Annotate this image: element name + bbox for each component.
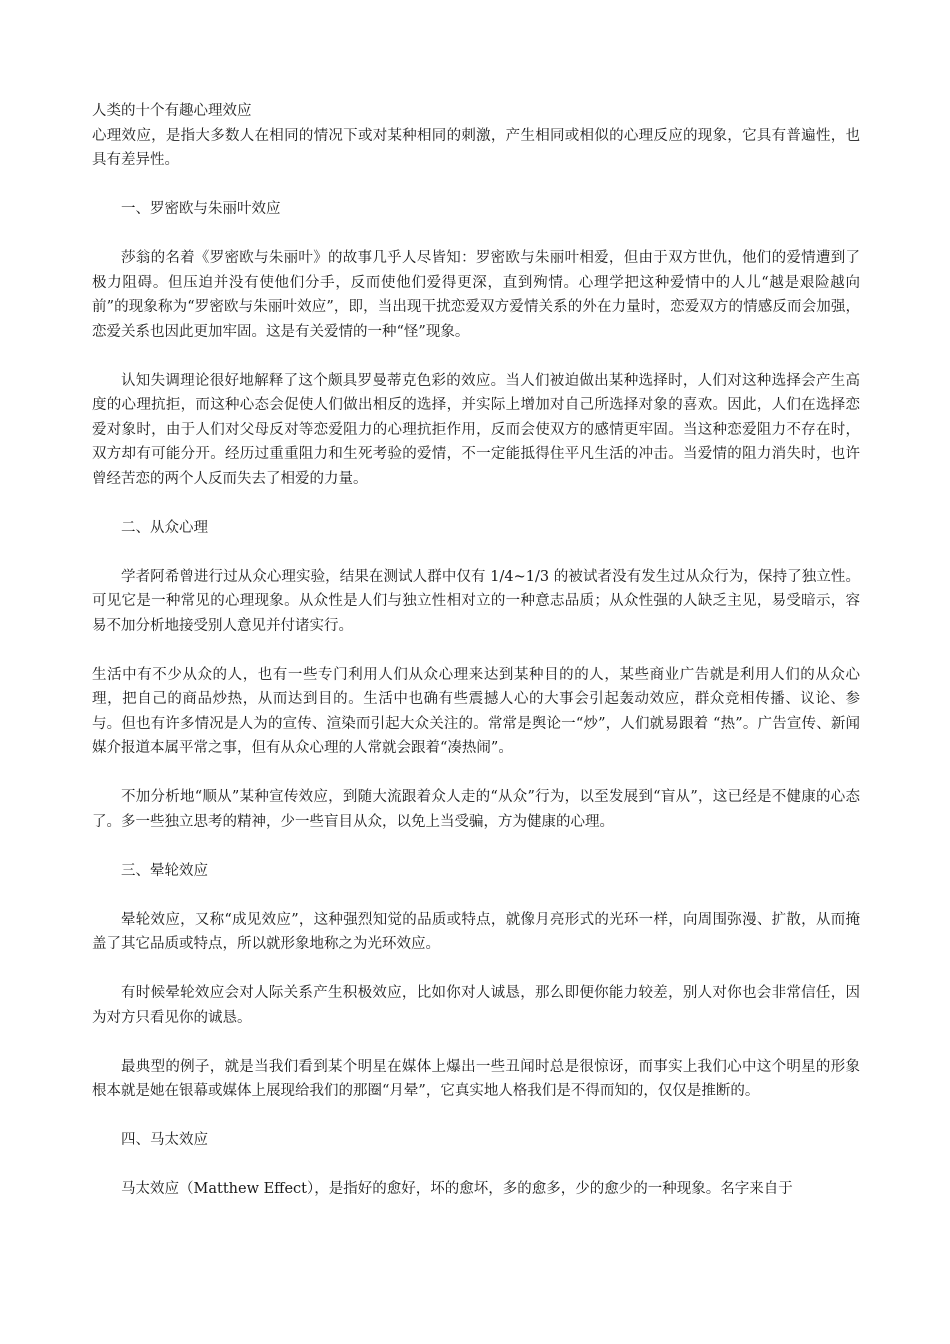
- section-heading-4: 四、马太效应: [121, 1132, 208, 1148]
- section-heading-1: 一、罗密欧与朱丽叶效应: [121, 201, 281, 217]
- intro-paragraph: 心理效应，是指大多数人在相同的情况下或对某种相同的刺激，产生相同或相似的心理反应的现象，它具有普遍性，也具有差异性。: [92, 127, 860, 168]
- document-body: [92, 99, 860, 1202]
- section-3-paragraph-3: 最典型的例子，就是当我们看到某个明星在媒体上爆出一些丑闻时总是很惊讶，而事实上我们心中这个明星的形象根本就是她在银幕或媒体上展现给我们的那圈“月晕”，它真实地人格我们是不得而知的，仅仅是推断的。: [92, 1058, 860, 1099]
- section-heading-2: 二、从众心理: [121, 519, 208, 536]
- document-title: 人类的十个有趣心理效应: [92, 103, 252, 119]
- section-1-paragraph-1: 莎翁的名着《罗密欧与朱丽叶》的故事几乎人尽皆知：罗密欧与朱丽叶相爱，但由于双方世仇，他们的爱情遭到了极力阻碍。但压迫并没有使他们分手，反而使他们爱得更深，直到殉情。心理学把这种爱情中的人儿“越是艰险越向前”的现象称为“罗密欧与朱丽叶效应”，即，当出现干扰恋爱双方爱情关系的外在力量时，恋爱双方的情感反而会加强，恋爱关系也因此更加牢固。这是有关爱情的一种“怪”现象。: [92, 250, 860, 340]
- section-3-paragraph-1: 晕轮效应，又称“成见效应”，这种强烈知觉的品质或特点，就像月亮形式的光环一样，向周围弥漫、扩散，从而掩盖了其它品质或特点，所以就形象地称之为光环效应。: [92, 911, 860, 952]
- section-heading-3: 三、晕轮效应: [121, 862, 208, 879]
- section-2-paragraph-2: 生活中有不少从众的人，也有一些专门利用人们从众心理来达到某种目的的人，某些商业广告就是利用人们的从众心理，把自己的商品炒热，从而达到目的。生活中也确有些震撼人心的大事会引起轰动效应，群众竞相传播、议论、参与。但也有许多情况是人为的宣传、渲染而引起大众关注的。常常是舆论一“炒”，人们就易跟着 “热”。广告宣传、新闻媒介报道本属平常之事，但有从众心理的人常就会跟着“凑热闹”。: [92, 666, 860, 756]
- section-2-paragraph-3: 不加分析地“顺从”某种宣传效应，到随大流跟着众人走的“从众”行为，以至发展到“盲从”，这已经是不健康的心态了。多一些独立思考的精神，少一些盲目从众，以免上当受骗，方为健康的心理。: [92, 789, 860, 830]
- section-4-paragraph-1: 马太效应（Matthew Effect），是指好的愈好，坏的愈坏，多的愈多，少的愈少的一种现象。名字来自于: [121, 1181, 793, 1197]
- section-3-paragraph-2: 有时候晕轮效应会对人际关系产生积极效应，比如你对人诚恳，那么即便你能力较差，别人对你也会非常信任，因为对方只看见你的诚恳。: [92, 985, 860, 1026]
- section-2-paragraph-1: 学者阿希曾进行过从众心理实验，结果在测试人群中仅有 1/4~1/3 的被试者没有发生过从众行为，保持了独立性。可见它是一种常见的心理现象。从众性是人们与独立性相对立的一种意志品质；从众性强的人缺乏主见，易受暗示，容易不加分析地接受别人意见并付诸实行。: [92, 568, 860, 634]
- section-1-paragraph-2: 认知失调理论很好地解释了这个颇具罗曼蒂克色彩的效应。当人们被迫做出某种选择时，人们对这种选择会产生高度的心理抗拒，而这种心态会促使人们做出相反的选择，并实际上增加对自己所选择对象的喜欢。因此，人们在选择恋爱对象时，由于人们对父母反对等恋爱阻力的心理抗拒作用，反而会使双方的感情更牢固。当这种恋爱阻力不存在时，双方却有可能分开。经历过重重阻力和生死考验的爱情，不一定能抵得住平凡生活的冲击。当爱情的阻力消失时，也许曾经苦恋的两个人反而失去了相爱的力量。: [92, 372, 860, 487]
